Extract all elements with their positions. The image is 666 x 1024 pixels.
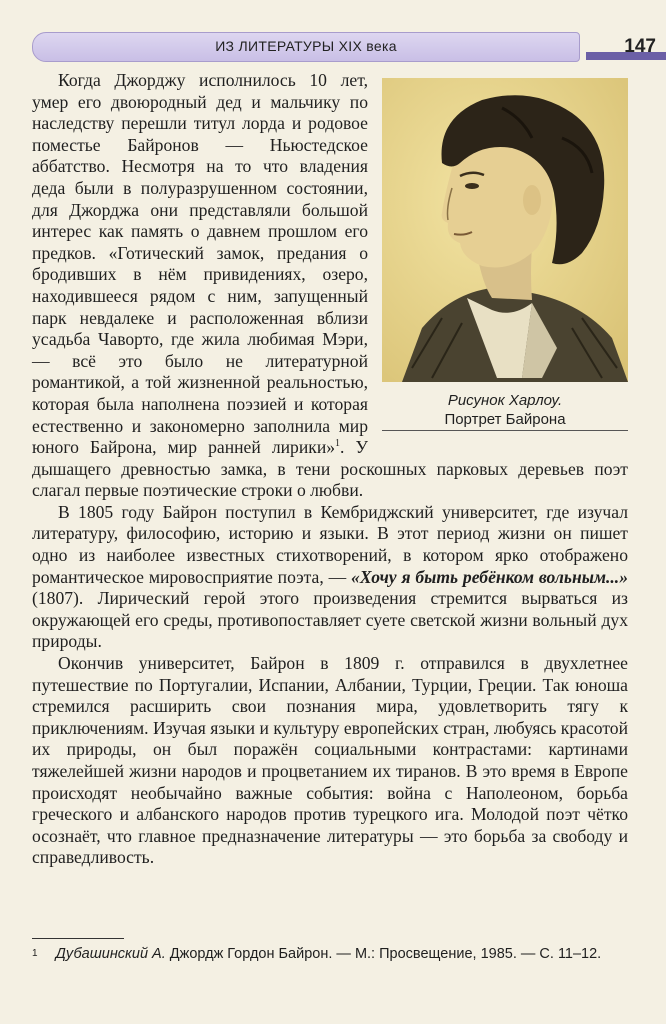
paragraph-1-text: Когда Джорджу исполнилось 10 лет, умер его двоюродный дед и мальчику по наследству перешли титул лорда и родовое поместье Байронов — Ньюстедское аббатство. Несмотря на то что владения деда были в полуразрушенном состоянии, для Джорджа они представляли большой интерес как память о давнем прошлом его предков. «Готический замок, предания о бродивших в нём привидениях, озеро, находившееся рядом с ним, запущенный парк невдалеке и расположенная вблизи усадьба Чаворто, где жила любимая Мэри, — всё это было не литературной романтикой, а той жизненной реальностью, которая была наполнена поэзией и которая естественно и закономерно заполнила мир юного Байрона, мир ранней лирики» <box>32 70 368 458</box>
paragraph-2-start: В 1805 году Байрон поступил в Кембриджский университет, где изучал литературу, философию, историю и языки. В этот период жизни он пишет одно из наиболее известных стихотворений, в котором ярко отображено романтическое мировосприятие поэта, — <box>32 501 628 587</box>
running-header <box>32 32 580 62</box>
portrait-figure <box>382 78 628 450</box>
footnote-divider <box>32 938 124 939</box>
footnote <box>32 944 628 964</box>
page-number: 147 <box>624 36 656 57</box>
header-title: ИЗ ЛИТЕРАТУРЫ XIX века <box>215 38 397 54</box>
footnote-author: Дубашинский А. <box>55 946 166 962</box>
paragraph-2 <box>32 502 628 653</box>
footnote-mark: 1 <box>32 948 38 959</box>
figure-caption-source: Рисунок Харлоу. <box>447 392 563 409</box>
paragraph-1-end: . У дышащего древностью замка, в тени роскошных парковых деревьев поэт слагал первые поэтические строки о любви. <box>32 437 628 501</box>
figure-caption-title: Портрет Байрона <box>444 411 566 428</box>
paragraph-3 <box>32 653 628 869</box>
paragraph-3-text: Окончив университет, Байрон в 1809 г. отправился в двухлетнее путешествие по Португалии, Испании, Албании, Турции, Греции. Так юноша стремился расширить свои познания мира, удовлетворить тягу к приключениям. Изучая языки и культуру европейских стран, любуясь красотой их природы, он был поражён социальными контрастами: картинами тяжелейшей жизни народов и процветанием их тиранов. В это время в Европе происходят необычайно важные события: война с Наполеоном, борьба греческого и албанского народов против турецкого ига. Молодой поэт чётко осознаёт, что главное предназначение литературы — это борьба за свободу и справедливость. <box>32 653 628 868</box>
paragraph-2-end: (1807). Лирический герой этого произведения стремится вырваться из окружающей его среды, противопоставляет суете светской жизни вольный дух природы. <box>32 588 628 652</box>
main-text <box>32 70 628 869</box>
footnote-reference: 1 <box>335 438 341 450</box>
byron-portrait-image <box>382 78 628 382</box>
caption-divider <box>382 430 628 431</box>
poem-title: «Хочу я быть ребёнком вольным...» <box>351 566 628 587</box>
footnote-text: Джордж Гордон Байрон. — М.: Просвещение, 1985. — С. 11–12. <box>165 946 602 962</box>
